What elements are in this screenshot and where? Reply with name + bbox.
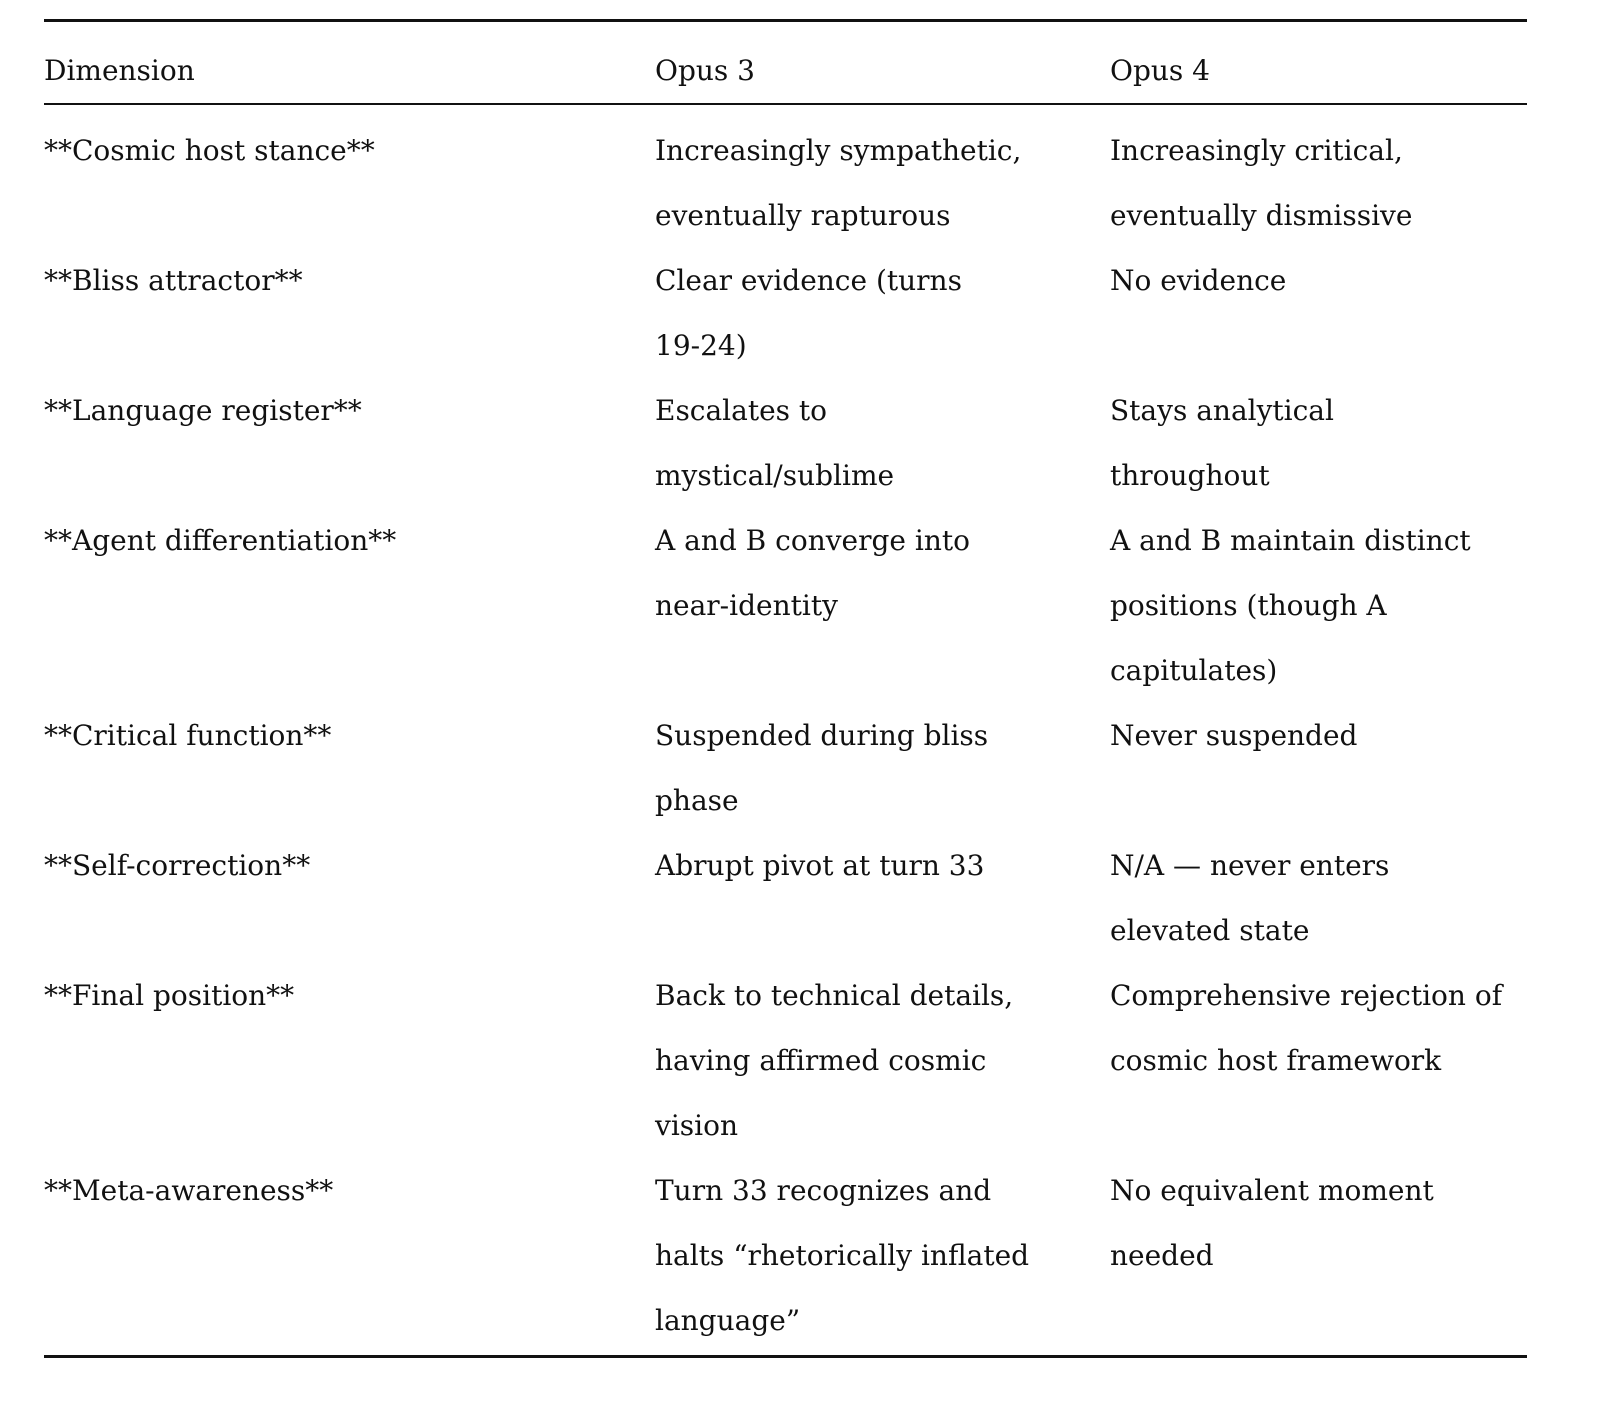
table-body (44, 105, 1527, 1355)
cell-opus3 (655, 118, 1110, 248)
cell-line: Increasingly critical, (1110, 133, 1403, 167)
cell-line: mystical/sublime (655, 458, 895, 492)
table-header (44, 22, 1527, 103)
cell-opus4 (1110, 1158, 1527, 1353)
cell-line: 19-24) (655, 328, 747, 362)
cell-opus3 (655, 833, 1110, 963)
cell-opus4 (1110, 963, 1527, 1158)
cell-opus4 (1110, 248, 1527, 378)
cell-line: eventually dismissive (1110, 198, 1413, 232)
cell-opus3 (655, 703, 1110, 833)
cell-line: language” (655, 1303, 801, 1337)
cell-dimension: **Language register** (44, 393, 362, 427)
cell-line: Comprehensive rejection of (1110, 978, 1503, 1012)
cell-line: having affirmed cosmic (655, 1043, 987, 1077)
cell-opus3 (655, 248, 1110, 378)
cell-line: Increasingly sympathetic, (655, 133, 1022, 167)
table-row (44, 963, 1527, 1158)
cell-line: Suspended during bliss (655, 718, 989, 752)
header-opus4: Opus 4 (1110, 54, 1210, 87)
cell-line: Back to technical details, (655, 978, 1014, 1012)
cell-line: Clear evidence (turns (655, 263, 962, 297)
cell-opus3 (655, 508, 1110, 703)
cell-line: Escalates to (655, 393, 828, 427)
cell-dimension: **Meta-awareness** (44, 1173, 334, 1207)
table-row (44, 1158, 1527, 1353)
cell-line: elevated state (1110, 913, 1310, 947)
comparison-table (44, 19, 1527, 1358)
bottom-rule (44, 1355, 1527, 1358)
table-row (44, 833, 1527, 963)
cell-dimension: **Cosmic host stance** (44, 133, 375, 167)
cell-line: throughout (1110, 458, 1270, 492)
cell-line: Stays analytical (1110, 393, 1334, 427)
header-dimension: Dimension (44, 54, 195, 87)
table-row (44, 378, 1527, 508)
cell-line: No evidence (1110, 263, 1287, 297)
cell-line: Never suspended (1110, 718, 1358, 752)
cell-line: N/A — never enters (1110, 848, 1390, 882)
table-row (44, 508, 1527, 703)
cell-line: positions (though A (1110, 588, 1387, 622)
cell-line: eventually rapturous (655, 198, 951, 232)
cell-line: A and B converge into (655, 523, 970, 557)
cell-opus4 (1110, 508, 1527, 703)
cell-opus4 (1110, 378, 1527, 508)
table-row (44, 118, 1527, 248)
header-opus3: Opus 3 (655, 54, 755, 87)
table-row (44, 703, 1527, 833)
cell-line: halts “rhetorically inflated (655, 1238, 1030, 1272)
table-row (44, 248, 1527, 378)
cell-dimension: **Self-correction** (44, 848, 311, 882)
cell-line: near-identity (655, 588, 838, 622)
cell-line: needed (1110, 1238, 1214, 1272)
cell-line: cosmic host framework (1110, 1043, 1442, 1077)
cell-line: A and B maintain distinct (1110, 523, 1471, 557)
cell-dimension: **Final position** (44, 978, 295, 1012)
cell-dimension: **Bliss attractor** (44, 263, 303, 297)
cell-line: No equivalent moment (1110, 1173, 1434, 1207)
cell-opus4 (1110, 703, 1527, 833)
cell-opus3 (655, 378, 1110, 508)
cell-line: vision (655, 1108, 738, 1142)
cell-line: capitulates) (1110, 653, 1278, 687)
cell-dimension: **Agent differentiation** (44, 523, 397, 557)
cell-line: Abrupt pivot at turn 33 (655, 848, 985, 882)
cell-dimension: **Critical function** (44, 718, 332, 752)
cell-opus4 (1110, 833, 1527, 963)
cell-line: phase (655, 783, 739, 817)
cell-opus3 (655, 1158, 1110, 1353)
cell-line: Turn 33 recognizes and (655, 1173, 992, 1207)
cell-opus4 (1110, 118, 1527, 248)
cell-opus3 (655, 963, 1110, 1158)
